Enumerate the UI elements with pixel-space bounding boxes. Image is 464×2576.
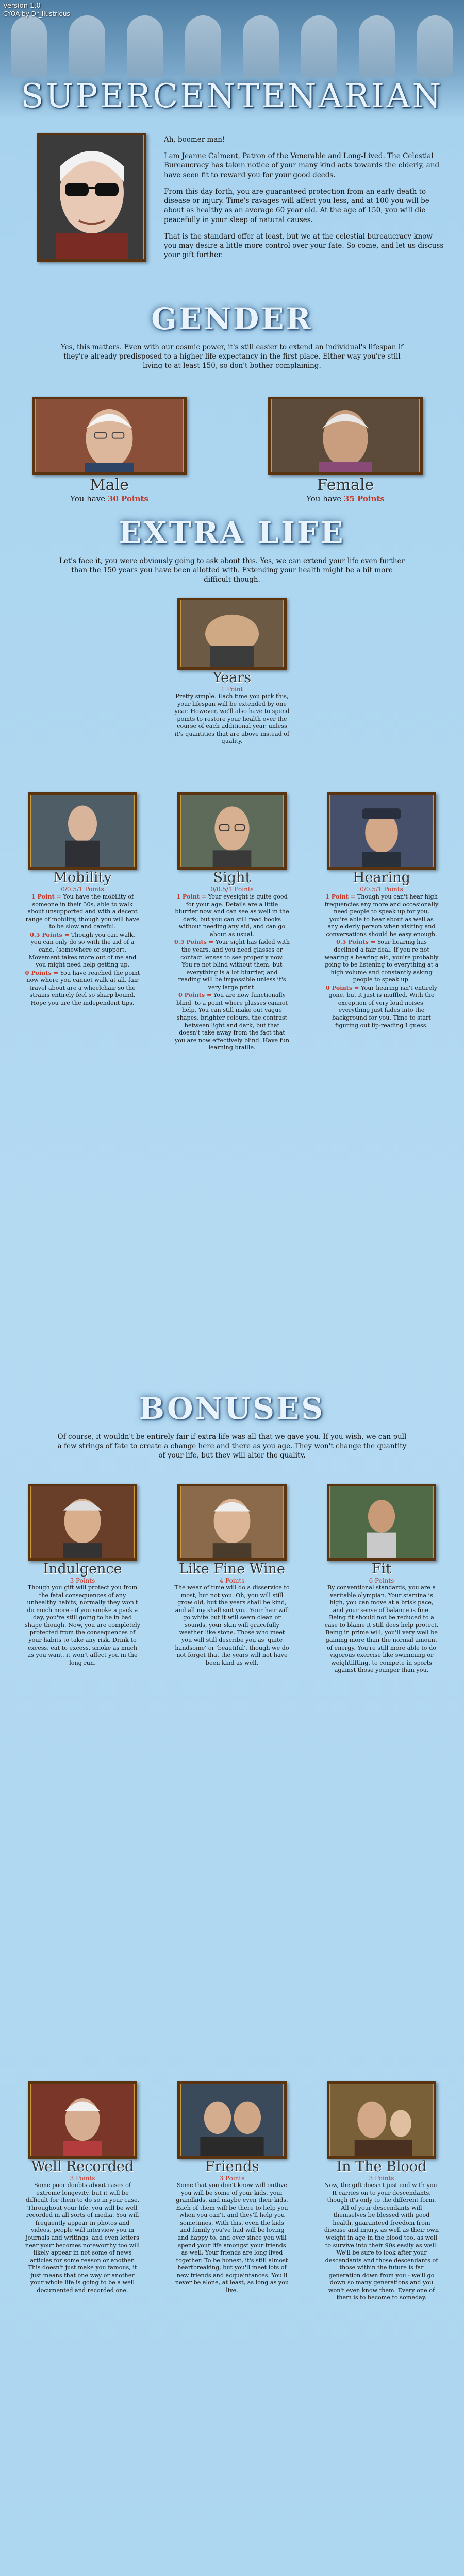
tier-key: 0 Points = [326,984,359,991]
male-points [32,494,187,503]
tier-key: 1 Point = [325,893,356,900]
tier-key: 0.5 Points = [30,930,70,938]
bonus-fit[interactable] [324,1484,439,1674]
bonus-cost: 6 Points [369,1577,394,1584]
male-option[interactable] [32,397,187,503]
section-title-bonuses: BONUSES [139,1391,325,1426]
mobility-option[interactable] [25,792,140,1007]
sight-option[interactable] [174,792,290,1052]
tier-text: Your hearing isn't entirely gone, but it just is muffled. With the exception of very loud noises, everything just fades into the background for you. Time to start figuring out lip-reading I guess. [328,984,437,1029]
sight-tier [174,991,290,1052]
hearing-image [327,792,436,870]
bonus-description: Now, the gift doesn't just end with you. It carries on to your descendants, though it's only to the different form. All of your descendants will themselves be blessed with good health, guaranteed freedom from disease and injury, as well as their own weight in age in the blood too, as well to survive into their 90s easily as well. We'll be sure to look after your descendants and those descendants of those within the future is far generation down from you - we'll go down so many generations and you won't even know them. Every one of them is to become to someday. [324,2182,439,2301]
elderly-friends-image [180,2084,284,2156]
years-cost: 1 Point [221,686,243,693]
intro-text [164,135,445,260]
bonus-image [177,1484,287,1561]
female-label: Female [317,476,374,494]
tier-text: Your hearing has declined a fair deal. If you're not wearing a hearing aid, you're probably going to be listening to everything at a high volume and constantly asking people to speak up. [324,939,439,984]
elderly-hands-image [180,600,284,667]
bonus-label: In The Blood [336,2159,427,2175]
bonus-image [177,2081,287,2159]
tier-text: Your eyesight is quite good for your age. Details are a little blurrier now and can see as well in the dark, but you can still read books without needing any aid, and can go about as usual. [175,893,289,938]
elderly-woman-photo-image [30,2084,135,2156]
section-title-gender: GENDER [151,301,313,336]
mobility-tier [25,931,140,969]
sight-label: Sight [213,870,251,886]
hearing-cost: 0/0.5/1 Points [360,886,403,893]
male-label: Male [90,476,129,494]
sight-cost: 0/0.5/1 Points [210,886,254,893]
bonus-in-the-blood[interactable] [324,2081,439,2302]
sight-tier [174,938,290,991]
intro-paragraph: I am Jeanne Calment, Patron of the Venerable and Long-Lived. The Celestial Bureaucracy has taken notice of your many kind acts towards the elderly, and have seen fit to reward you for your good deeds. [164,152,440,179]
intro-paragraph: From this day forth, you are guaranteed protection from an early death to disease or injury. Time's ravages will affect you less, and at 100 you will be about as healthy as an average 60 year old. At the age of 150, you will die peacefully in your sleep of natural causes. [164,187,429,224]
bonus-cost: 3 Points [70,2175,95,2182]
author-credit: CYOA by Dr_Ilustrious [3,10,70,18]
tier-text: Though you can walk, you can only do so with the aid of a cane, (somewhere or support. Movement takes more out of me and you might need help getting up. [28,931,137,969]
hearing-tier [324,893,439,938]
tier-key: 1 Point = [31,893,61,900]
bonus-indulgence[interactable] [25,1484,140,1667]
version-label: Version 1.0 [3,2,41,10]
mobility-label: Mobility [53,870,112,886]
bonus-label: Well Recorded [31,2159,134,2175]
tier-key: 0 Points = [178,991,212,999]
elderly-woman-sunglasses-image [40,135,144,259]
tier-text: You have the mobility of someone in their 30s, able to walk about unsupported and with a decent range of mobility, though you will have to be slow and careful. [25,893,140,930]
bonus-cost: 3 Points [70,1577,95,1584]
mobility-image [28,792,137,870]
tier-key: 0 Points = [25,969,59,976]
tier-text: You are now functionally blind, to a point where glasses cannot help. You can still make out vague shapes, brighter colours, the contrast between light and dark, but that doesn't take away from the fact that you are now effectively blind. Have fun learning braille. [174,992,290,1052]
bonus-label: Indulgence [43,1561,122,1577]
tier-text: Your sight has faded with the years, and you need glasses or contact lenses to see properly now. You're not blind without them, but everything is a lot blurrier, and reading will be impossible unless it's very large print. [178,939,290,991]
years-description: Pretty simple. Each time you pick this, your lifespan will be extended by one year. However, we'll also have to spend points to restore your health over the course of each additional year, unless it's quantities that are above instead of quality. [174,693,290,745]
bonus-label: Like Fine Wine [178,1561,286,1577]
bonus-description: Some poor doubts about cases of extreme longevity, but it will be difficult for them to do so in your case. Throughout your life, you will be well recorded in all sorts of media. You will frequently appear in photos and videos, people will interview you in journals and writings, and even letters near your becomes noteworthy too will likely appear in not some of news articles for some reason or another. This doesn't just make you famous, it just means that one way or another your whole life is going to be a well documented and recorded one. [25,2182,140,2294]
tier-key: 0.5 Points = [174,938,214,946]
hearing-tier [324,938,439,984]
mobility-cost: 0/0.5/1 Points [61,886,104,893]
female-option[interactable] [268,397,423,503]
years-image [177,598,287,670]
bonus-description: By conventional standards, you are a veritable olympian. Your stamina is high, you can move at a brisk pace, and your sense of balance is fine. Being fit should not be reduced to a case to blame it still does help protect. Being in prime will, you'll very well be gaining more than the normal amount of energy. You're still more able to do vigorous exercise like swimming or weightlifting, to compete in sports against those younger than you. [324,1584,439,1674]
elderly-athlete-image [329,1486,434,1558]
points-value: 35 Points [343,494,385,503]
gender-description: Yes, this matters. Even with our cosmic power, it's still easier to extend an individual's lifespan if they're already predisposed to a higher life expectancy in the first place. Either way you're still living to at least 150, so don't bother complaining. [60,343,404,370]
elderly-man-glasses-image [180,795,284,867]
sight-tier [174,893,290,938]
bonus-description: Though you gift will protect you from the fatal consequences of any unhealthy habits, normally they won't do much more - if you smoke a pack a day, you're still going to be in bad shape though. Now, you are completely protected from the consequences of your habits to take any risk. Drink to excess, eat to excess, smoke as much as you want, it won't affect you in the long run. [25,1584,140,1666]
bonus-label: Fit [371,1561,392,1577]
bonus-image [327,2081,436,2159]
bonuses-description: Of course, it wouldn't be entirely fair if extra life was all that we gave you. If you wish, we can pull a few strings of fate to create a change here and there as you age. They won't change the quantity of your life, but they will alter the quality. [57,1433,407,1460]
intro-paragraph: That is the standard offer at least, but we at the celestial bureaucracy know you may desire a little more control over your fate. So come, and let us discuss your gift further. [164,232,444,260]
bonus-like-fine-wine[interactable] [174,1484,290,1667]
elderly-man-smiling-image [180,1486,284,1558]
elderly-family-image [329,2084,434,2156]
bonus-image [28,1484,137,1561]
tier-text: Though you can't hear high frequencies any more and occasionally need people to speak up for you, you're able to hear about as well as any elderly person when visiting and conversations should be easy enough. [324,893,439,938]
bonus-image [28,2081,137,2159]
header-banner [0,0,464,118]
section-title-extra-life: EXTRA LIFE [119,515,345,550]
bonus-description: The wear of time will do a disservice to most, but not you. Oh, you will still grow old, but the years shall be kind, and all my shall suit you. Your hair will go white but it will seem clean or sounds, your skin will gracefully weather like stone. Those who meet you will still describe you as 'quite handsome' or 'beautiful', though we do not forget that the years will not have been kind as well. [174,1584,290,1666]
jeanne-calment-portrait [37,133,146,262]
elderly-woman-image [271,399,420,472]
bonus-cost: 4 Points [219,1577,245,1584]
points-prefix: You have [306,494,342,503]
tier-key: 1 Point = [176,893,207,900]
bonus-cost: 3 Points [369,2175,394,2182]
hearing-option[interactable] [324,792,439,1029]
sight-image [177,792,287,870]
tier-text: You have reached the point now where you cannot walk at all, fair travel about are a wheelchair so the strains entirely feel so sharp bound. Hope you are the independent tips. [26,969,140,1006]
points-prefix: You have [70,494,106,503]
intro-paragraph: Ah, boomer man! [164,135,225,144]
elderly-man-hat-image [329,795,434,867]
bonus-cost: 3 Points [219,2175,245,2182]
years-option[interactable] [174,598,290,745]
extra-life-description: Let's face it, you were obviously going to ask about this. Yes, we can extend your life even further than the 150 years you have been allotted with. Extending your health might be a bit more difficult though. [59,557,405,584]
female-portrait [268,397,423,475]
hearing-label: Hearing [353,870,410,886]
elderly-man-walking-image [30,795,135,867]
points-value: 30 Points [107,494,148,503]
bonus-friends[interactable] [174,2081,290,2294]
years-label: Years [212,670,252,686]
mobility-tier [25,893,140,931]
bonus-image [327,1484,436,1561]
tier-key: 0.5 Points = [336,938,376,946]
male-portrait [32,397,187,475]
bonus-label: Friends [205,2159,259,2175]
page-title: SUPERCENTENARIAN [21,77,443,115]
elderly-man-image [35,399,184,472]
hearing-tier [324,984,439,1029]
bonus-well-recorded[interactable] [25,2081,140,2294]
elderly-man-smoking-image [30,1486,135,1558]
mobility-tier [25,969,140,1007]
bonus-description: Some that you don't know will outlive you will be some of your kids, your grandkids, and maybe even their kids. Each of them will be there to help you when you can't, and they'll help you sometimes. With this, even the kids and family you've had will be loving and happy to, and ever since you will spend your life amongst your friends as well. Your friends are long lived together. To be honest, it's still almost heartbreaking, but you'll meet lots of new friends and acquaintances. You'll never be alone, at least, as long as you live. [175,2182,289,2294]
female-points [268,494,423,503]
